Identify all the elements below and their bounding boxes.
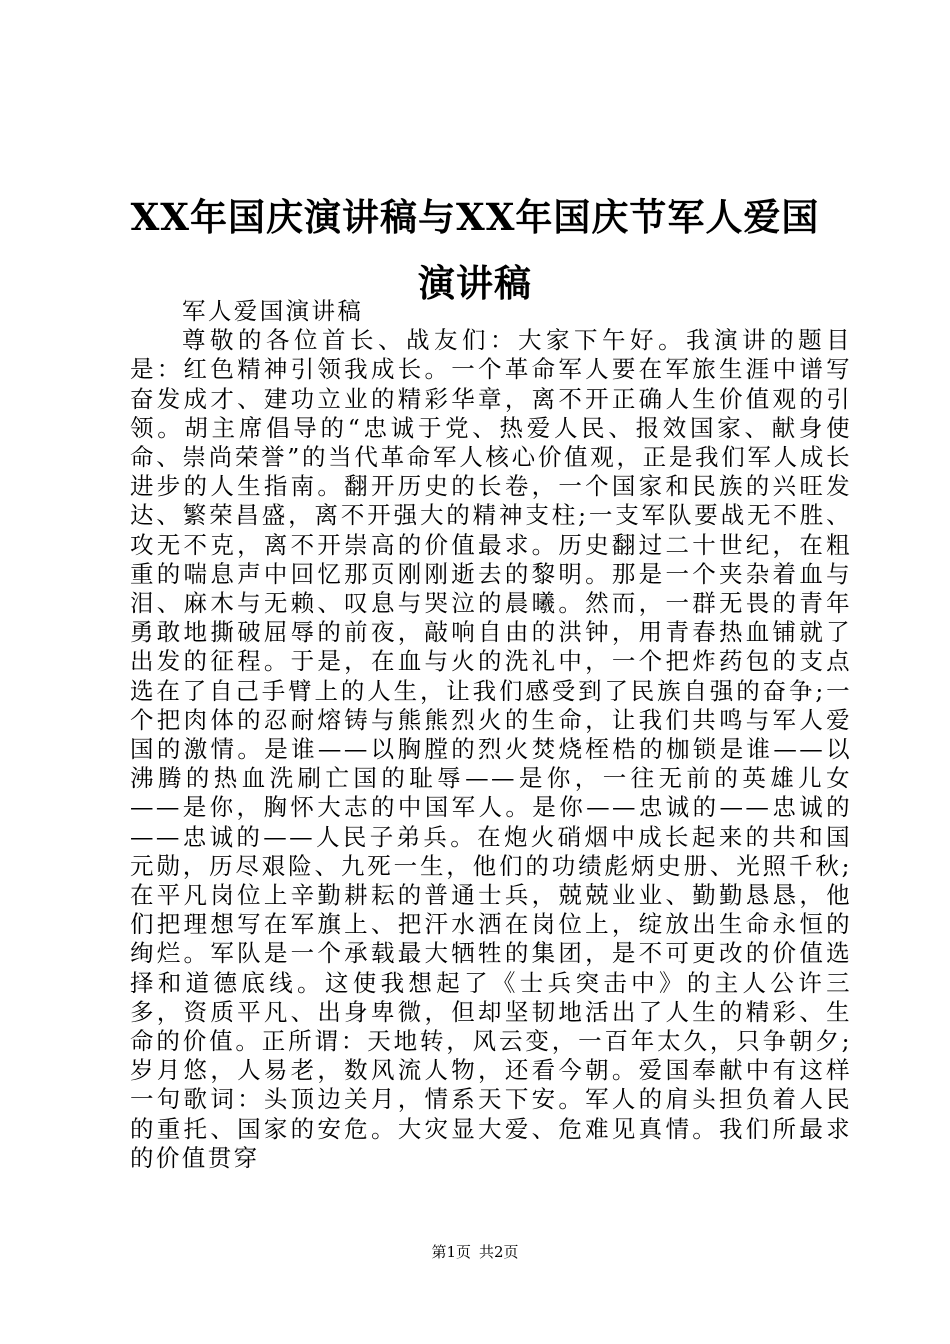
- document-body: [130, 297, 852, 1173]
- page-number-total: 共2页: [479, 1243, 519, 1261]
- page-footer: [0, 1242, 950, 1262]
- document-title: XX年国庆演讲稿与XX年国庆节军人爱国演讲稿: [130, 195, 820, 305]
- section-subheading: 军人爱国演讲稿: [182, 297, 364, 325]
- page-number-current: 第1页: [431, 1243, 471, 1261]
- body-paragraph: 尊敬的各位首长、战友们：大家下午好。我演讲的题目是：红色精神引领我成长。一个革命军人要在军旅生涯中谱写奋发成才、建功立业的精彩华章，离不开正确人生价值观的引领。胡主席倡导的“忠诚于党、热爱人民、报效国家、献身使命、崇尚荣誉”的当代革命军人核心价值观，正是我们军人成长进步的人生指南。翻开历史的长卷，一个国家和民族的兴旺发达、繁荣昌盛，离不开强大的精神支柱;一支军队要战无不胜、攻无不克，离不开崇高的价值最求。历史翻过二十世纪，在粗重的喘息声中回忆那页刚刚逝去的黎明。那是一个夹杂着血与泪、麻木与无赖、叹息与哭泣的晨曦。然而，一群无畏的青年勇敢地撕破屈辱的前夜，敲响自由的洪钟，用青春热血铺就了出发的征程。于是，在血与火的洗礼中，一个把炸药包的支点选在了自己手臂上的人生，让我们感受到了民族自强的奋争;一个把肉体的忍耐熔铸与熊熊烈火的生命，让我们共鸣与军人爱国的激情。是谁——以胸膛的烈火焚烧桎梏的枷锁是谁——以沸腾的热血洗刷亡国的耻辱——是你，一往无前的英雄儿女——是你，胸怀大志的中国军人。是你——忠诚的——忠诚的——忠诚的——人民子弟兵。在炮火硝烟中成长起来的共和国元勋，历尽艰险、九死一生，他们的功绩彪炳史册、光照千秋;在平凡岗位上辛勤耕耘的普通士兵，兢兢业业、勤勤恳恳，他们把理想写在军旗上、把汗水洒在岗位上，绽放出生命永恒的绚烂。军队是一个承载最大牺牲的集团，是不可更改的价值选择和道德底线。这使我想起了《士兵突击中》的主人公许三多，资质平凡、出身卑微，但却坚韧地活出了人生的精彩、生命的价值。正所谓：天地转，风云变，一百年太久，只争朝夕;岁月悠，人易老，数风流人物，还看今朝。爱国奉献中有这样一句歌词：头顶边关月，情系天下安。军人的肩头担负着人民的重托、国家的安危。大灾显大爱、危难见真情。我们所最求的价值贯穿: [130, 326, 852, 1172]
